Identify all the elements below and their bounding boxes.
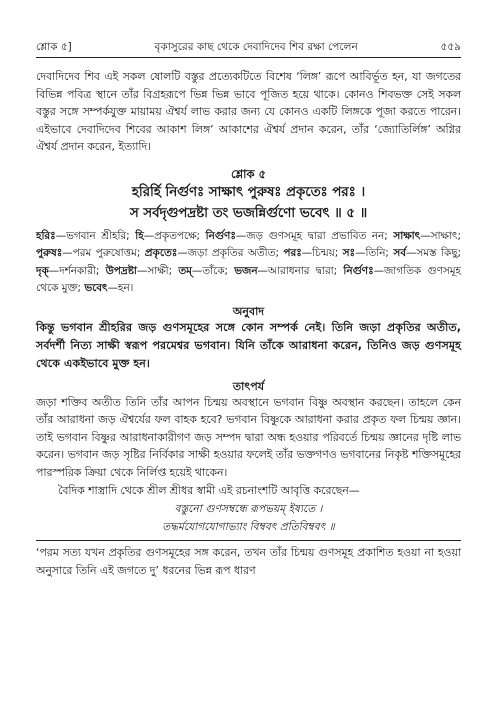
synonym-meaning: —পরম পুরুষোত্তম; [62,247,145,260]
synonym-term: সঃ [342,247,356,260]
quote-line-2: তদ্ধর্মযোগযোগাভ্যাং বিম্ববৎ প্রতিবিম্ববৎ ॥ [162,520,335,533]
synonym-term: নির্গুণঃ [343,264,374,277]
synonym-term: প্রকৃতেঃ [144,247,178,260]
synonym-term: সর্ব [393,247,407,260]
purport-paragraph-1: জড়া শক্তিব অতীত তিনি তাঁর আপন চিন্ময় অবস্থানে ভগবান বিষ্ণু অবস্থান করছেন। তাহলে কেন তাঁর আরাধনা জড় ঐশ্বর্যের ফল বাহক হবে? ভগবান বিষ্ণুকে আরাধনা করার প্রকৃত ফল চিন্ময় জ্ঞান। তাই ভগবান বিষ্ণুর আরাধনাকারীগণ জড় সম্পদ দ্বারা অন্ধ হওয়ার পরিবর্তে চিন্ময় জ্ঞানের দৃষ্টি লাভ করেন। ভগবান জড় সৃষ্টির নির্বিকার সাক্ষী হওয়ার ফলেই তাঁর ভক্তগণও ভগবানের নিকৃষ্ট শক্তিসমূহের পারস্পরিক ক্রিয়া থেকে নির্লিপ্ত হয়েই থাকেন। [36,395,461,479]
page-number: ৫৫৯ [440,41,461,53]
synonym-term: সাক্ষাৎ [393,229,421,242]
intro-paragraph: দেবাদিদেব শিব এই সকল ষোলটি বস্তুর প্রত্যেকটিতে বিশেষ ‘লিঙ্গ’ রূপে আবির্ভূত হন, যা জগতের বিভিন্ন পবিত্র স্থানে তাঁর বিগ্রহরূপে ভিন্ন ভিন্ন ভাবে পূজিত হয়ে থাকে। কোনও শিবভক্ত সেই সকল বস্তুর সঙ্গে সম্পর্কযুক্ত মায়াময় ঐশ্বর্য লাভ করার জন্য যে কোনও একটি লিঙ্গকে পূজা করতে পারেন। এইভাবে দেবাদিদেব শিবের আকাশ লিঙ্গ’ আকাশের ঐশ্বর্য প্রদান করেন, তাঁর ‘জ্যোতির্লিঙ্গ’ অগ্নির ঐশ্বর্য প্রদান করেন, ইত্যাদি। [36,70,461,154]
synonym-term: পুরুষঃ [36,247,63,260]
synonym-term: নির্গুণঃ [205,229,236,242]
header-chapter-title: বৃকাসুরের কাছ থেকে দেবাদিদেব শিব রক্ষা পেলেন [154,41,358,53]
synonym-term: ভজন [234,264,258,277]
synonym-meaning: —জড় গুণসমূহ দ্বারা প্রভাবিত নন; [235,229,394,242]
translation-title: অনুবাদ [232,304,265,318]
quote-line-1: বস্তুনো গুণসম্বন্ধে রূপভয়ম্ ইষ্যতে । [174,503,323,516]
synonym-meaning: —সমস্ত কিছু; [406,247,462,260]
synonym-meaning: —ভগবান শ্রীহরি; [55,229,136,242]
purport-paragraph-2: বৈদিক শাস্ত্রাদি থেকে শ্রীল শ্রীধর স্বামী এই রচনাংশটি আবৃত্তি করেছেন— [58,483,360,497]
verse-line-2: স সর্বদৃগুপদ্রষ্টা তং ভজন্নির্গুণো ভবেৎ ॥ ৫ ॥ [129,205,368,221]
synonym-meaning: —হন। [107,282,134,295]
synonym-term: পরঃ [283,247,302,260]
synonym-term: দৃক্ [36,264,49,277]
running-header [36,40,461,58]
synonym-meaning: —তিনি; [355,247,394,260]
synonym-meaning: —সাক্ষাৎ; [420,229,461,242]
verse-line-1: হরির্হি নির্গুণঃ সাক্ষাৎ পুরুষঃ প্রকৃতেঃ পরঃ । [131,184,366,200]
synonym-meaning: —তাঁকে; [191,264,235,277]
verse-heading: শ্লোক ৫ [230,166,267,181]
synonym-term: ভবেৎ [84,282,108,295]
synonym-meaning: —সাক্ষী; [136,264,179,277]
synonym-term: হি [135,229,144,242]
synonym-meaning: —দর্শনকারী; [48,264,106,277]
purport-title: তাৎপর্য [232,379,265,393]
synonym-term: তম্ [178,264,192,277]
synonym-term: উপদ্রষ্টা [105,264,137,277]
word-for-word-synonyms [36,228,461,298]
header-verse-ref: শ্লোক ৫] [36,41,72,53]
synonym-meaning: —জাগতিক গুণসমূহ থেকে মুক্ত; [36,264,461,295]
synonym-meaning: —আরাধনার দ্বারা; [257,264,344,277]
synonym-meaning: —প্রকৃতপক্ষে; [143,229,206,242]
synonym-meaning: —চিন্ময়; [301,247,343,260]
synonym-meaning: —জড়া প্রকৃতির অতীত; [177,247,284,260]
purport-paragraph-3: ‘পরম সত্য যখন প্রকৃতির গুণসমূহের সঙ্গ করেন, তখন তাঁর চিন্ময় গুণসমূহ প্রকাশিত হওয়া না হওয়া অনুসারে তিনি এই জগতে দু’ ধরনের ভিন্ন রূপ ধারণ [36,540,461,579]
translation-text: কিন্তু ভগবান শ্রীহরির জড় গুণসমূহের সঙ্গে কোন সম্পর্ক নেই। তিনি জড়া প্রকৃতির অতীত, সর্বদর্শী নিত্য সাক্ষী স্বরূপ পরমেশ্বর ভগবান। যিনি তাঁকে আরাধনা করেন, তিনিও জড় গুণসমূহ থেকে একইভাবে মুক্ত হন। [36,320,461,370]
synonym-term: হরিঃ [36,229,56,242]
sanskrit-quote [36,501,461,536]
